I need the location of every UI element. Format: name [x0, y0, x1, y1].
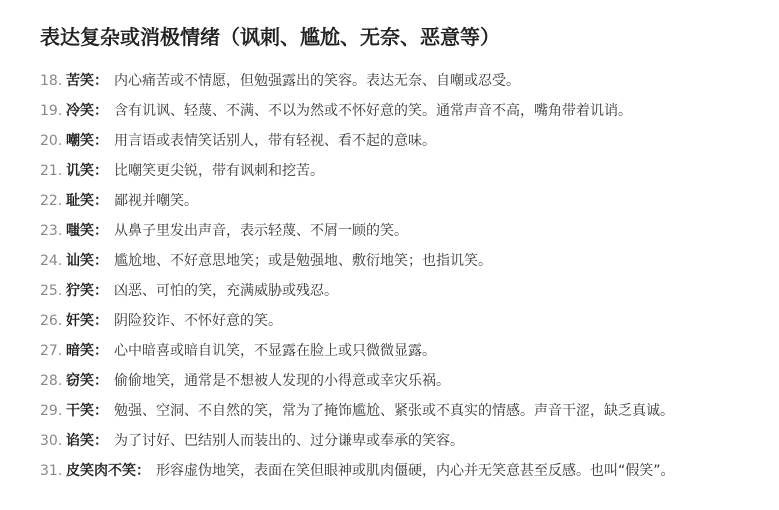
item-definition: 鄙视并嘲笑。 [114, 193, 198, 209]
item-definition: 形容虚伪地笑，表面在笑但眼神或肌肉僵硬，内心并无笑意甚至反感。也叫“假笑”。 [156, 463, 675, 479]
section-title: 表达复杂或消极情绪（讽刺、尴尬、无奈、恶意等） [40, 25, 500, 49]
item-colon: ： [94, 403, 108, 419]
item-number: 26. [40, 313, 63, 329]
list-item [40, 456, 779, 486]
item-definition: 比嘲笑更尖锐，带有讽刺和挖苦。 [114, 163, 324, 179]
item-colon: ： [94, 133, 108, 149]
list-item [40, 336, 779, 366]
item-term: 讥笑 [66, 163, 94, 179]
item-colon: ： [94, 373, 108, 389]
list-item [40, 306, 779, 336]
list-item [40, 126, 779, 156]
item-definition: 用言语或表情笑话别人，带有轻视、看不起的意味。 [114, 133, 436, 149]
item-colon: ： [136, 463, 150, 479]
item-colon: ： [94, 253, 108, 269]
item-number: 25. [40, 283, 63, 299]
item-term: 谄笑 [66, 433, 94, 449]
item-definition: 偷偷地笑，通常是不想被人发现的小得意或幸灾乐祸。 [114, 373, 450, 389]
item-term: 皮笑肉不笑 [66, 463, 136, 479]
list-item [40, 366, 779, 396]
item-number: 24. [40, 253, 63, 269]
list-item [40, 96, 779, 126]
item-definition: 勉强、空洞、不自然的笑，常为了掩饰尴尬、紧张或不真实的情感。声音干涩，缺乏真诚。 [114, 403, 674, 419]
list-item [40, 276, 779, 306]
item-definition: 内心痛苦或不情愿，但勉强露出的笑容。表达无奈、自嘲或忍受。 [114, 73, 520, 89]
item-number: 28. [40, 373, 63, 389]
item-definition: 含有讥讽、轻蔑、不满、不以为然或不怀好意的笑。通常声音不高，嘴角带着讥诮。 [114, 103, 632, 119]
list-item [40, 426, 779, 456]
item-number: 18. [40, 73, 63, 89]
list-item [40, 186, 779, 216]
item-term: 奸笑 [66, 313, 94, 329]
item-colon: ： [94, 193, 108, 209]
item-term: 冷笑 [66, 103, 94, 119]
item-term: 狞笑 [66, 283, 94, 299]
list-item [40, 66, 779, 96]
item-definition: 从鼻子里发出声音，表示轻蔑、不屑一顾的笑。 [114, 223, 408, 239]
list-item [40, 246, 779, 276]
item-term: 暗笑 [66, 343, 94, 359]
definition-list [40, 66, 779, 486]
item-number: 29. [40, 403, 63, 419]
item-colon: ： [94, 223, 108, 239]
item-term: 窃笑 [66, 373, 94, 389]
item-colon: ： [94, 343, 108, 359]
item-term: 耻笑 [66, 193, 94, 209]
item-number: 21. [40, 163, 63, 179]
item-term: 嗤笑 [66, 223, 94, 239]
item-definition: 尴尬地、不好意思地笑；或是勉强地、敷衍地笑；也指讥笑。 [114, 253, 492, 269]
list-item [40, 156, 779, 186]
item-definition: 心中暗喜或暗自讥笑，不显露在脸上或只微微显露。 [114, 343, 436, 359]
item-term: 干笑 [66, 403, 94, 419]
item-number: 30. [40, 433, 63, 449]
item-number: 31. [40, 463, 63, 479]
item-colon: ： [94, 313, 108, 329]
item-colon: ： [94, 283, 108, 299]
item-colon: ： [94, 73, 108, 89]
item-colon: ： [94, 163, 108, 179]
item-definition: 凶恶、可怕的笑，充满威胁或残忍。 [114, 283, 338, 299]
list-item [40, 216, 779, 246]
item-definition: 阴险狡诈、不怀好意的笑。 [114, 313, 282, 329]
list-item [40, 396, 779, 426]
item-definition: 为了讨好、巴结别人而装出的、过分谦卑或奉承的笑容。 [114, 433, 464, 449]
item-number: 23. [40, 223, 63, 239]
item-colon: ： [94, 103, 108, 119]
item-term: 讪笑 [66, 253, 94, 269]
item-number: 22. [40, 193, 63, 209]
item-term: 苦笑 [66, 73, 94, 89]
item-number: 19. [40, 103, 63, 119]
item-number: 20. [40, 133, 63, 149]
item-number: 27. [40, 343, 63, 359]
item-term: 嘲笑 [66, 133, 94, 149]
item-colon: ： [94, 433, 108, 449]
